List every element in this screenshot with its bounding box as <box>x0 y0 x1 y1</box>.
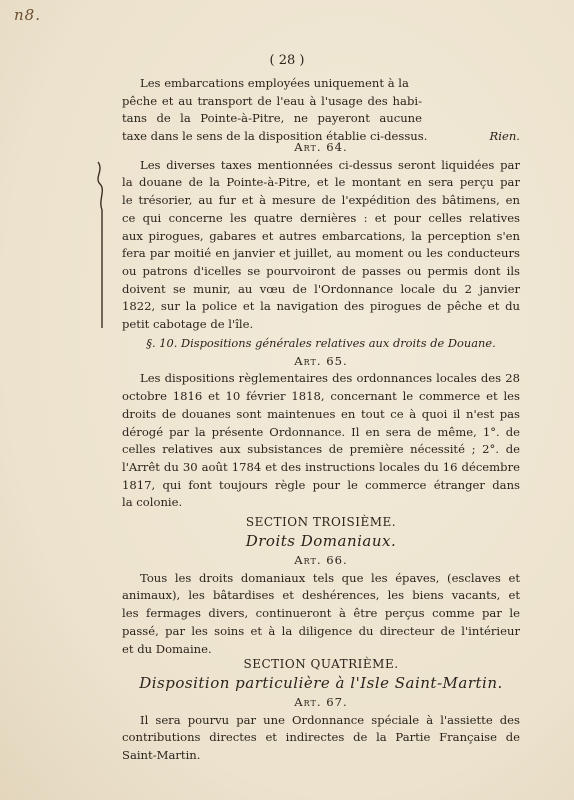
text-line: dérogé par la présente Ordonnance. Il en sera de même, 1°. de <box>122 424 520 439</box>
article-heading: Art. 66. <box>294 553 348 567</box>
section-number-heading: SECTION QUATRIÈME. <box>243 657 399 671</box>
text-line: Les dispositions règlementaires des ordonnances locales des 28 <box>140 371 520 386</box>
section-quatrieme <box>122 655 520 765</box>
paragraph-embarcations <box>122 75 520 146</box>
text-line: l'Arrêt du 30 août 1784 et des instructions locales du 16 décembre <box>122 459 520 474</box>
text-line: la colonie. <box>122 495 183 510</box>
text-line: Il sera pourvu par une Ordonnance spéciale à l'assiette des <box>140 712 520 727</box>
text-line: Tous les droits domaniaux tels que les épaves, (esclaves et <box>140 570 520 585</box>
text-line: doivent se munir, au vœu de l'Ordonnance locale du 2 janvier <box>122 281 520 296</box>
text-line: passé, par les soins et à la diligence du directeur de l'intérieur <box>122 623 520 638</box>
text-line: octobre 1816 et 10 février 1818, concernant le commerce et les <box>122 389 520 404</box>
article-64 <box>122 139 520 334</box>
text-line: les fermages divers, continueront à être perçus comme par le <box>122 606 520 621</box>
text-line: ce qui concerne les quatre dernières : et pour celles relatives <box>122 210 520 225</box>
text-line: droits de douanes sont maintenues en tout ce à quoi il n'est pas <box>122 406 520 421</box>
article-heading: Art. 67. <box>294 695 348 709</box>
page-number: ( 28 ) <box>269 53 305 68</box>
text-line: le trésorier, au fur et à mesure de l'expédition des bâtimens, en <box>122 193 520 208</box>
text-line: Saint-Martin. <box>122 748 201 763</box>
text-line: fera par moitié en janvier et juillet, au moment ou les conducteurs <box>122 246 520 261</box>
text-line: tans de la Pointe-à-Pitre, ne payeront aucune <box>122 111 422 126</box>
text-line: ou patrons d'icelles se pourvoiront de passes ou permis dont ils <box>122 263 520 278</box>
text-line-content: taxe dans le sens de la disposition établie ci-dessus. <box>122 129 428 144</box>
article-heading: Art. 65. <box>294 353 348 368</box>
text-line: animaux), les bâtardises et deshérences, les biens vacants, et <box>122 588 520 603</box>
section-troisieme <box>122 513 520 658</box>
text-line: Les embarcations employées uniquement à la <box>140 76 409 90</box>
section-heading: §. 10. Dispositions générales relatives aux droits de Douane. <box>146 336 496 350</box>
text-line: et du Domaine. <box>122 641 212 656</box>
text-line: 1822, sur la police et la navigation des pirogues de pêche et du <box>122 299 520 314</box>
text-line: la douane de la Pointe-à-Pitre, et le montant en sera perçu par <box>122 175 520 190</box>
text-line: aux pirogues, gabares et autres embarcations, la perception s'en <box>122 228 520 243</box>
text-line: petit cabotage de l'île. <box>122 317 254 332</box>
rien-label: Rien. <box>489 129 520 144</box>
section-title: Disposition particulière à l'Isle Saint-Martin. <box>139 674 503 692</box>
margin-bracket-mark <box>86 160 116 330</box>
text-line: 1817, qui font toujours règle pour le commerce étranger dans <box>122 477 520 492</box>
article-heading: Art. 64. <box>294 140 348 154</box>
text-line: celles relatives aux subsistances de première nécessité ; 2°. de <box>122 442 520 457</box>
handwritten-annotation: n8. <box>14 6 41 24</box>
section-number-heading: SECTION TROISIÈME. <box>245 515 397 529</box>
text-line: contributions directes et indirectes de la Partie Française de <box>122 730 520 745</box>
section-title: Droits Domaniaux. <box>245 532 397 550</box>
text-line: pêche et au transport de l'eau à l'usage des habi- <box>122 93 422 108</box>
section-10 <box>122 335 520 512</box>
text-line: Les diverses taxes mentionnées ci-dessus seront liquidées par <box>140 157 520 172</box>
